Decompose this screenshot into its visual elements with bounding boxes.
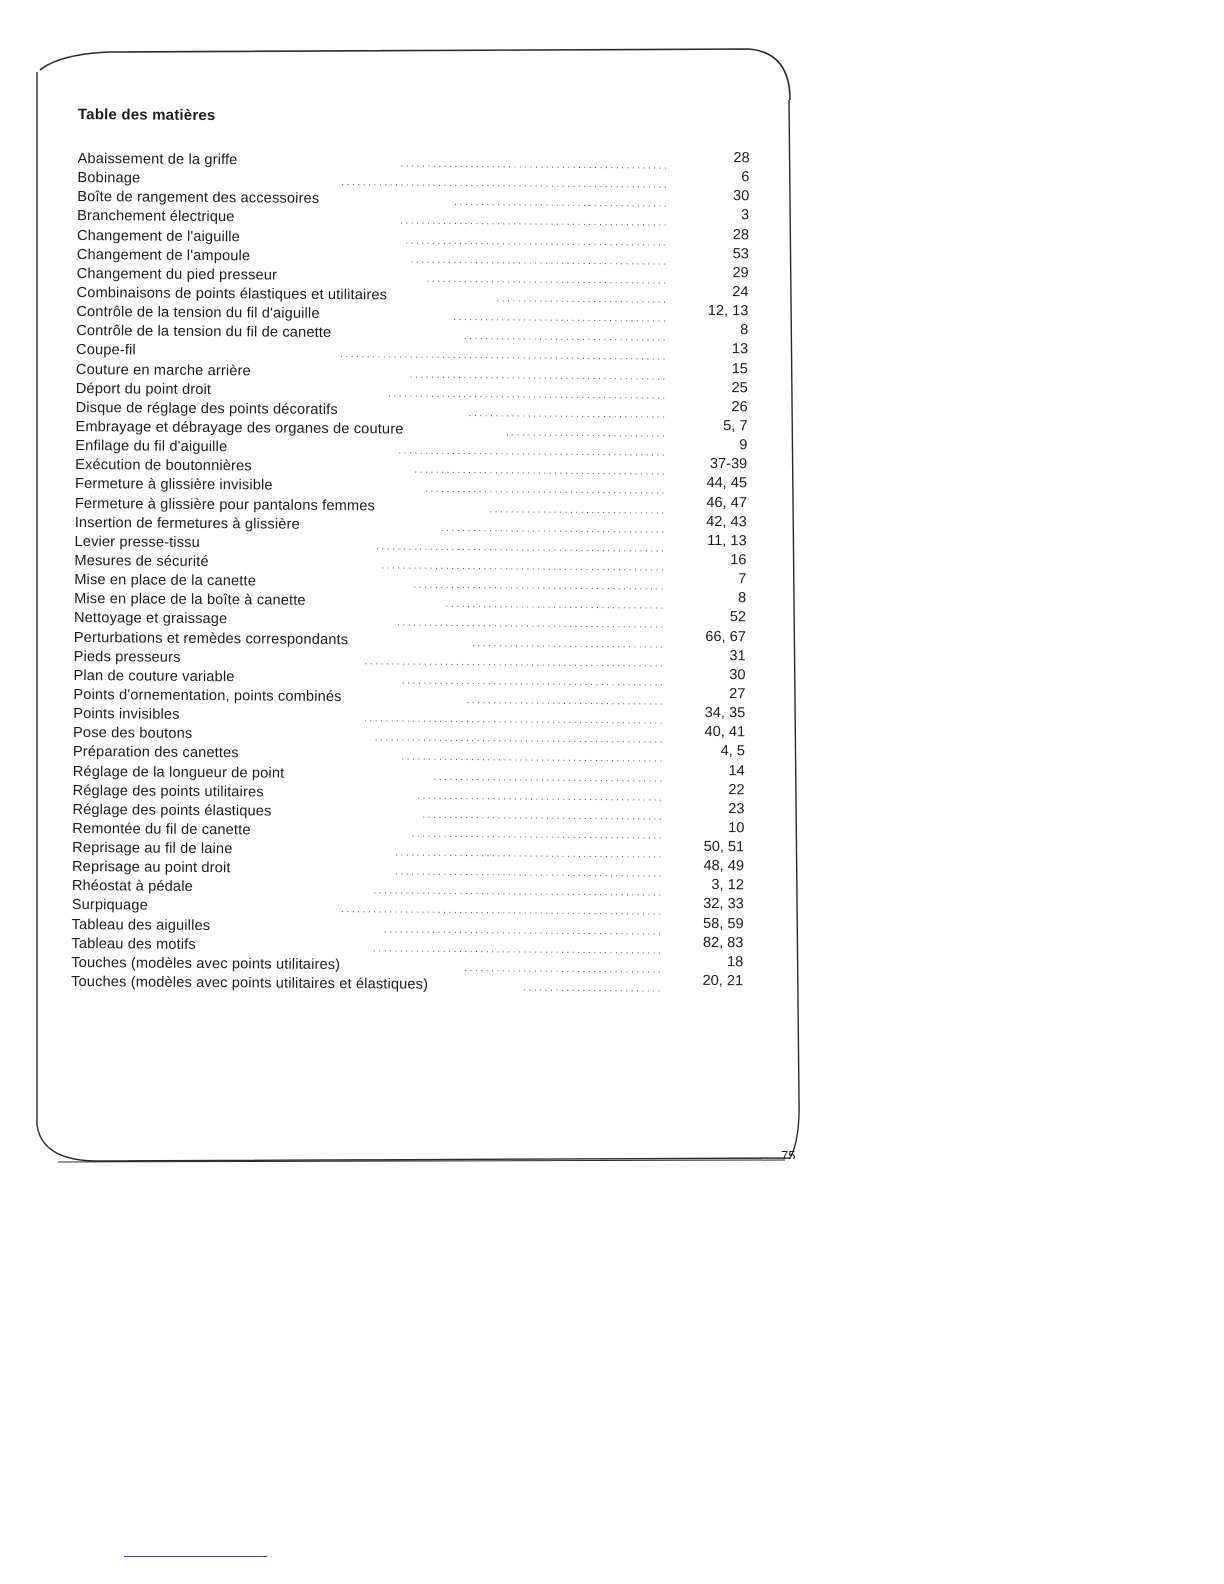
toc-entry-label: Réglage de la longueur de point: [72, 763, 285, 782]
toc-entry-page: 32, 33: [703, 896, 744, 913]
toc-entry-page: 28: [732, 226, 750, 243]
toc-entry-label: Reprisage au fil de laine: [72, 840, 233, 858]
toc-entry-page: 82, 83: [702, 934, 744, 952]
toc-entry-page: 8: [737, 590, 747, 607]
toc-entry-page: 8: [740, 322, 749, 339]
toc-entry-page: 27: [729, 686, 746, 703]
toc-entry-page: 12, 13: [707, 303, 749, 320]
toc-entry-page: 9: [739, 437, 748, 454]
toc-leader-dots: .............................................: [422, 809, 665, 823]
toc-entry-page: 11, 13: [707, 532, 747, 550]
toc-entry-label: Rhéostat à pédale: [71, 878, 193, 896]
toc-entry-page: 10: [728, 820, 745, 837]
toc-entry-label: Combinaisons de points élastiques et utilitaires: [76, 284, 388, 304]
toc-entry-page: 48, 49: [703, 858, 745, 875]
toc-entry-label: Bobinage: [77, 170, 141, 187]
toc-leader-dots: ........................................................: [363, 713, 666, 727]
toc-leader-dots: .........................................: [445, 599, 667, 612]
toc-leader-dots: .............................................: [426, 273, 669, 287]
toc-entry-page: 7: [738, 571, 747, 588]
toc-entry-label: Contrôle de la tension du fil de canette: [76, 323, 332, 342]
toc-leader-dots: ..................................................: [400, 158, 670, 172]
toc-entry-page: 46, 47: [706, 494, 747, 511]
toc-entry-page: 14: [728, 762, 745, 779]
toc-entry-page: 24: [732, 284, 749, 301]
toc-entry-label: Boîte de rangement des accessoires: [77, 189, 320, 208]
toc-leader-dots: ..................................................: [396, 617, 666, 632]
toc-entry-page: 23: [728, 800, 745, 818]
toc-entry-page: 5, 7: [723, 418, 748, 435]
table-of-contents: [71, 106, 750, 995]
toc-entry-label: Abaissement de la griffe: [77, 150, 238, 169]
toc-leader-dots: .................................................: [405, 235, 669, 249]
toc-entry-label: Levier presse-tissu: [74, 533, 200, 551]
toc-entry-page: 4, 5: [720, 743, 746, 760]
toc-leader-dots: .....................................: [466, 695, 666, 708]
toc-entry-page: 40, 41: [704, 724, 746, 741]
toc-leader-dots: .....................................: [468, 407, 668, 421]
toc-entry-page: 13: [731, 341, 749, 358]
toc-entry-page: 18: [726, 954, 744, 971]
toc-entry-label: Changement de l'ampoule: [76, 246, 251, 265]
toc-entry-page: 20, 21: [702, 972, 744, 990]
toc-entry-page: 28: [733, 150, 750, 167]
toc-leader-dots: ....................................................: [388, 388, 668, 402]
toc-leader-dots: ..................................................: [400, 215, 670, 230]
toc-leader-dots: .................................: [489, 503, 667, 517]
toc-entry-page: 52: [729, 609, 747, 626]
toc-leader-dots: ...............................................: [414, 464, 668, 478]
toc-leader-dots: ...............................................: [413, 579, 667, 593]
toc-leader-dots: .............................................................: [341, 177, 670, 191]
toc-entry-label: Points d'ornementation, points combinés: [73, 686, 342, 706]
toc-entry-label: Touches (modèles avec points utilitaires et élastiques): [71, 974, 429, 993]
toc-entry-label: Embrayage et débrayage des organes de couture: [75, 418, 404, 438]
toc-entry-label: Reprisage au point droit: [71, 859, 231, 877]
toc-leader-dots: ......................................: [463, 331, 669, 344]
toc-leader-dots: .............................................: [424, 484, 668, 498]
footer-link-underline: [124, 1556, 267, 1557]
toc-entry-page: 22: [728, 781, 745, 798]
toc-entry-label: Fermeture à glissière pour pantalons femmes: [74, 495, 376, 514]
toc-leader-dots: ................................: [496, 293, 669, 306]
toc-entry-label: Tableau des motifs: [71, 935, 196, 953]
toc-entry-page: 50, 51: [703, 838, 745, 856]
toc-entry-page: 31: [729, 647, 746, 664]
toc-leader-dots: ....................................: [472, 637, 666, 651]
toc-leader-dots: ............................................................: [340, 904, 664, 919]
toc-entry-page: 25: [731, 379, 748, 396]
toc-leader-dots: .....................................: [464, 962, 664, 976]
toc-leader-dots: ........................................: [454, 197, 670, 210]
toc-leader-dots: ...........................................: [433, 771, 665, 785]
toc-entry-label: Disque de réglage des points décoratifs: [75, 399, 338, 418]
page-number: 75: [781, 1148, 796, 1159]
toc-leader-dots: ......................................................: [373, 885, 664, 899]
toc-entry-page: 6: [741, 169, 750, 186]
toc-title: Table des matières: [77, 106, 216, 125]
toc-entry-label: Plan de couture variable: [73, 667, 235, 686]
toc-leader-dots: ....................................................: [383, 924, 664, 938]
toc-entry-label: Exécution de boutonnières: [75, 457, 252, 475]
toc-entry-page: 37-39: [709, 456, 748, 473]
toc-entry-page: 66, 67: [705, 628, 746, 645]
toc-entries: [71, 144, 750, 995]
toc-leader-dots: ......................................................: [374, 732, 666, 746]
toc-entry-label: Points invisibles: [73, 706, 180, 723]
toc-entry-label: Couture en marche arrière: [75, 361, 251, 379]
toc-entry-page: 3: [740, 207, 750, 224]
toc-leader-dots: ..........................................: [440, 522, 667, 536]
toc-entry-page: 15: [731, 360, 749, 377]
toc-entry-label: Nettoyage et graissage: [73, 610, 228, 628]
toc-entry-label: Mise en place de la canette: [74, 572, 257, 590]
toc-entry-page: 30: [733, 188, 750, 205]
toc-entry-page: 3, 12: [711, 877, 744, 894]
toc-entry-label: Changement du pied presseur: [76, 265, 278, 284]
toc-entry-page: 26: [731, 398, 748, 416]
toc-entry-page: 34, 35: [704, 705, 746, 722]
toc-leader-dots: ...............................................: [411, 828, 665, 842]
toc-entry-label: Déport du point droit: [75, 380, 212, 398]
toc-entry-label: Branchement électrique: [77, 208, 235, 226]
toc-entry-label: Contrôle de la tension du fil d'aiguille: [76, 304, 320, 323]
toc-entry-page: 29: [732, 264, 749, 282]
toc-entry-page: 42, 43: [706, 513, 747, 530]
toc-leader-dots: ................................................: [410, 254, 669, 268]
toc-entry-label: Changement de l'aiguille: [76, 227, 241, 245]
toc-leader-dots: ......................................................: [376, 541, 667, 555]
toc-entry-label: Touches (modèles avec points utilitaires): [71, 954, 341, 973]
toc-entry-label: Pose des boutons: [73, 725, 193, 743]
toc-entry-label: Insertion de fermetures à glissière: [74, 514, 300, 533]
toc-leader-dots: .............................................................: [339, 349, 669, 364]
toc-leader-dots: ........................................: [453, 312, 669, 325]
toc-leader-dots: ..................................................: [395, 847, 665, 861]
toc-entry-page: 30: [729, 666, 746, 684]
toc-entry-label: Remontée du fil de canette: [72, 820, 251, 839]
toc-entry-label: Préparation des canettes: [72, 744, 239, 762]
toc-leader-dots: ..................................................: [395, 866, 665, 880]
toc-leader-dots: ......................................................: [372, 943, 664, 957]
toc-entry-label: Tableau des aiguilles: [71, 916, 211, 934]
toc-leader-dots: .....................................................: [381, 560, 667, 574]
toc-entry-label: Mise en place de la boîte à canette: [74, 591, 306, 610]
toc-leader-dots: ........................................................: [364, 655, 666, 670]
toc-entry-label: Réglage des points élastiques: [72, 801, 272, 820]
toc-leader-dots: ..............................................: [417, 790, 665, 804]
toc-entry-label: Perturbations et remèdes correspondants: [73, 629, 349, 648]
toc-entry-label: Mesures de sécurité: [74, 552, 209, 570]
toc-entry-label: Surpiquage: [71, 897, 148, 915]
toc-entry-page: 44, 45: [706, 475, 748, 492]
toc-entry: [71, 967, 744, 995]
toc-leader-dots: ..............................: [506, 427, 668, 440]
toc-entry-page: 53: [732, 245, 749, 262]
toc-leader-dots: ..................................................: [398, 445, 668, 459]
toc-leader-dots: ..........................: [523, 982, 664, 995]
toc-leader-dots: ................................................: [409, 369, 668, 383]
toc-entry-label: Pieds presseurs: [73, 648, 181, 666]
toc-entry-label: Réglage des points utilitaires: [72, 782, 264, 801]
toc-leader-dots: .................................................: [401, 675, 666, 689]
toc-entry-page: 16: [730, 552, 747, 569]
toc-entry-label: Coupe-fil: [76, 342, 136, 359]
toc-leader-dots: .................................................: [401, 751, 665, 765]
toc-entry-label: Fermeture à glissière invisible: [74, 476, 273, 494]
toc-entry-label: Enfilage du fil d'aiguille: [75, 438, 228, 456]
toc-entry-page: 58, 59: [702, 915, 744, 932]
